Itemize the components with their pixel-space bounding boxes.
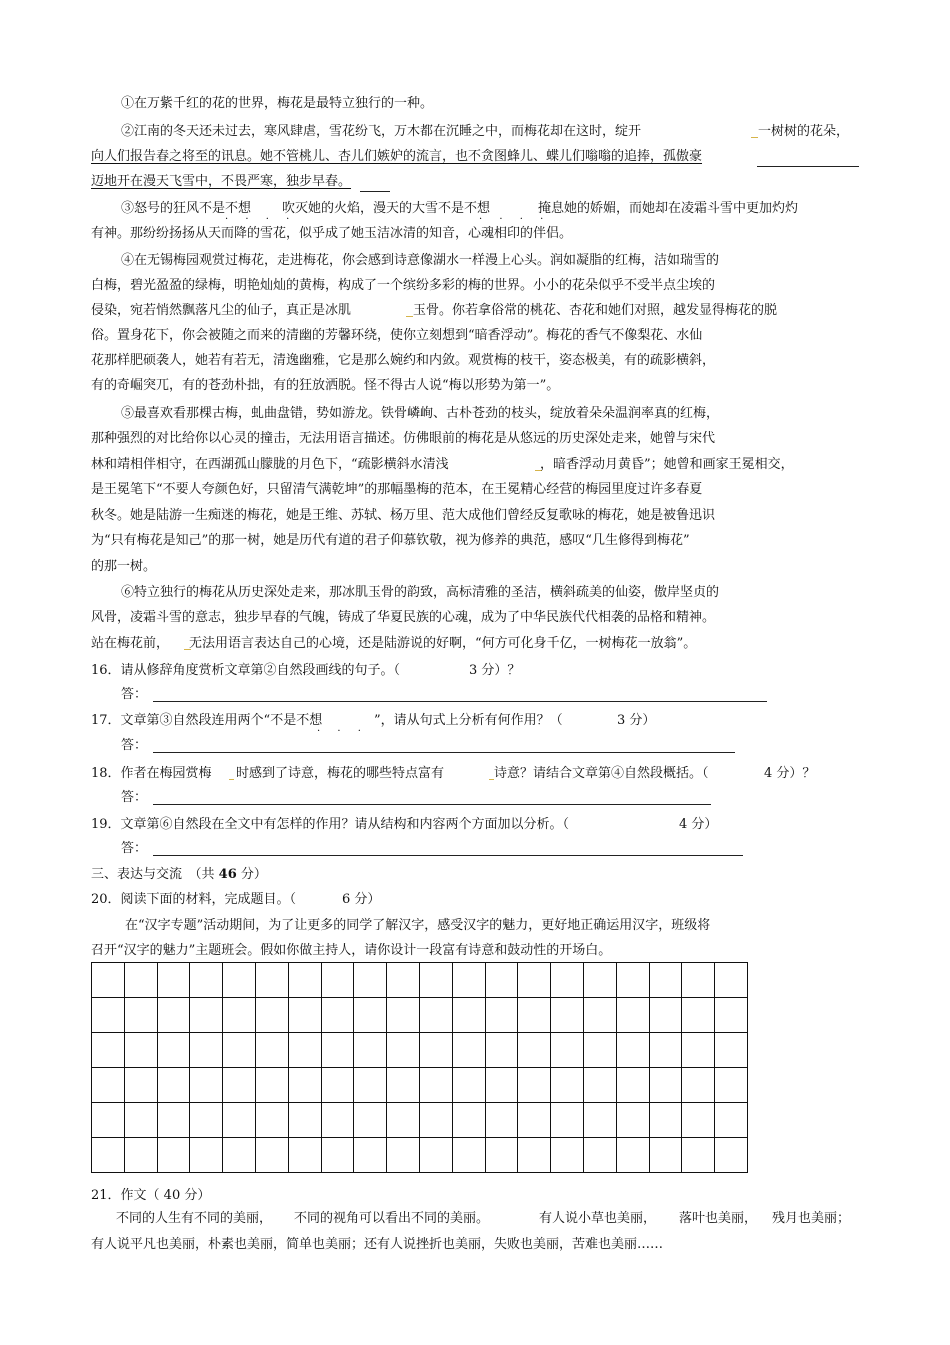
section-3-score: 46 — [218, 867, 237, 882]
answer-label: 答： — [121, 790, 148, 805]
grid-row — [92, 1138, 748, 1173]
question-21-line-2: 有人说平凡也美丽，朴素也美丽，简单也美丽；还有人说挫折也美丽，失败也美丽，苦难也美丽…… — [91, 1237, 664, 1252]
answer-line-18[interactable] — [153, 804, 711, 805]
question-21: 21．作文（ 40 分） — [91, 1188, 211, 1203]
paragraph-4-line-4: 俗。置身花下，你会被随之而来的清幽的芳馨环绕，使你立刻想到“暗香浮动”。梅花的香气不像梨花、水仙 — [91, 328, 703, 343]
paragraph-5-line-1: ⑤最喜欢看那棵古梅，虬曲盘错，势如游龙。铁骨嶙峋、古朴苍劲的枝头，绽放着朵朵温润率真的红梅， — [121, 406, 720, 421]
question-19-score: 4 分） — [679, 817, 718, 832]
question-16-score: 3 分）？ — [469, 663, 521, 678]
grid-row — [92, 963, 748, 998]
grid-row — [92, 1068, 748, 1103]
paragraph-4-line-6: 有的奇崛突兀，有的苍劲朴拙，有的狂放洒脱。怪不得古人说“梅以形势为第一”。 — [91, 378, 560, 393]
question-16: 16．请从修辞角度赏析文章第②自然段画线的句子。（ — [91, 663, 401, 678]
grid-row — [92, 1103, 748, 1138]
paragraph-4-line-3a: 侵染，宛若悄然飘落凡尘的仙子，真正是冰肌 — [91, 303, 352, 318]
paragraph-1: ①在万紫千红的花的世界，梅花是最特立独行的一种。 — [121, 96, 434, 111]
paragraph-2-underlined-line-3: 迈地开在漫天飞雪中，不畏严寒，独步早春。 — [91, 174, 352, 189]
underline-extension — [757, 166, 859, 167]
question-18-score: 4 分）？ — [764, 766, 816, 781]
answer-label: 答： — [121, 841, 148, 856]
question-18-part-b: 时感到了诗意，梅花的哪些特点富有 — [236, 766, 445, 781]
paragraph-2-line-1a: ②江南的冬天还未过去，寒风肆虐，雪花纷飞，万木都在沉睡之中，而梅花却在这时，绽开 — [121, 124, 642, 139]
question-21-line-1e: 残月也美丽； — [772, 1211, 851, 1226]
question-19: 19．文章第⑥自然段在全文中有怎样的作用？请从结构和内容两个方面加以分析。（ — [91, 817, 570, 832]
answer-line-16[interactable] — [153, 701, 767, 702]
question-17-tail: ”，请从句式上分析有何作用？（ — [374, 713, 563, 728]
paragraph-3-line-2: 有神。那纷纷扬扬从天而降的雪花，似乎成了她玉洁冰清的知音，心魂相印的伴侣。 — [91, 226, 573, 241]
question-21-line-1a: 不同的人生有不同的美丽， — [116, 1211, 273, 1226]
grid-row — [92, 998, 748, 1033]
paragraph-6-line-3a: 站在梅花前， — [91, 636, 170, 651]
section-3-heading — [91, 866, 267, 884]
question-21-line-1d: 落叶也美丽， — [679, 1211, 758, 1226]
question-20: 20．阅读下面的材料，完成题目。（ — [91, 892, 297, 907]
highlight-mark — [229, 779, 234, 780]
paragraph-5-line-3b: ，暗香浮动月黄昏”；她曾和画家王冕相交， — [540, 457, 794, 472]
paragraph-6-line-3b: 无法用语言表达自己的心境，还是陆游说的好啊，“何方可化身千亿，一树梅花一放翁”。 — [189, 636, 697, 651]
question-17-score: 3 分） — [617, 713, 656, 728]
question-20-score: 6 分） — [342, 892, 381, 907]
answer-label: 答： — [121, 738, 148, 753]
paragraph-2-line-1b: 一树树的花朵， — [758, 124, 850, 139]
paragraph-6-line-1: ⑥特立独行的梅花从历史深处走来，那冰肌玉骨的韵致，高标清雅的圣洁，横斜疏美的仙姿，傲岸坚贞的 — [121, 585, 720, 600]
section-3-tail: 分） — [240, 867, 267, 882]
writing-grid[interactable] — [91, 962, 748, 1173]
question-20-material-line-1: 在“汉字专题”活动期间，为了让更多的同学了解汉字，感受汉字的魅力，更好地正确运用汉字，班级将 — [125, 918, 711, 933]
highlight-mark — [751, 137, 758, 138]
paragraph-4-line-1: ④在无锡梅园观赏过梅花，走进梅花，你会感到诗意像湖水一样漫上心头。润如凝脂的红梅，洁如瑞雪的 — [121, 253, 720, 268]
paragraph-6-line-2: 风骨，凌霜斗雪的意志，独步早春的气魄，铸成了华夏民族的心魂，成为了中华民族代代相袭的品格和精神。 — [91, 610, 716, 625]
paragraph-3-line-1b: 吹灭她的火焰，漫天的大雪不是不想 — [282, 201, 491, 216]
grid-row — [92, 1033, 748, 1068]
answer-line-17[interactable] — [153, 752, 735, 753]
paragraph-4-line-2: 白梅，碧光盈盈的绿梅，明艳灿灿的黄梅，构成了一个缤纷多彩的梅的世界。小小的花朵似乎不受半点尘埃的 — [91, 278, 716, 293]
paragraph-5-line-7: 的那一树。 — [91, 559, 157, 574]
paragraph-3-line-1c: 掩息她的娇媚，而她却在凌霜斗雪中更加灼灼 — [538, 201, 799, 216]
paragraph-4-line-5: 花那样肥硕袭人，她若有若无，清逸幽雅，它是那么婉约和内敛。观赏梅的枝干，姿态极美，有的疏影横斜， — [91, 353, 716, 368]
question-18: 18．作者在梅园赏梅 — [91, 766, 212, 781]
question-21-line-1c: 有人说小草也美丽， — [539, 1211, 657, 1226]
paragraph-4-line-3b: 玉骨。你若拿俗常的桃花、杏花和她们对照，越发显得梅花的脱 — [413, 303, 778, 318]
paragraph-5-line-6: 为“只有梅花是知己”的那一树，她是历代有道的君子仰慕钦敬，视为修养的典范，感叹“几生修得到梅花” — [91, 533, 690, 548]
emphasis-dots: · · · · — [225, 214, 297, 225]
underline-extension — [360, 191, 390, 192]
paragraph-5-line-4: 是王冕笔下“不要人夸颜色好，只留清气满乾坤”的那幅墨梅的范本，在王冕精心经营的梅园里度过许多春夏 — [91, 482, 703, 497]
emphasis-dots: · · · · — [479, 214, 551, 225]
highlight-mark — [406, 316, 413, 317]
question-17: 17．文章第③自然段连用两个“不是不想 — [91, 713, 323, 728]
question-21-line-1b: 不同的视角可以看出不同的美丽。 — [294, 1211, 490, 1226]
question-18-part-c: 诗意？请结合文章第④自然段概括。（ — [494, 766, 709, 781]
paragraph-5-line-5: 秋冬。她是陆游一生痴迷的梅花，她是王维、苏轼、杨万里、范大成他们曾经反复歌咏的梅花，她是被鲁迅识 — [91, 508, 716, 523]
answer-label: 答： — [121, 687, 148, 702]
paragraph-5-line-3a: 林和靖相伴相守，在西湖孤山朦胧的月色下，“疏影横斜水清浅 — [91, 457, 449, 472]
emphasis-dots: · · · — [317, 726, 368, 737]
section-3-title: 三、表达与交流 （共 — [91, 867, 215, 882]
paragraph-2-underlined-line-2: 向人们报告春之将至的讯息。她不管桃儿、杏儿们嫉妒的流言，也不贪图蜂儿、蝶儿们嗡嗡的追捧，孤傲豪 — [91, 149, 703, 164]
paragraph-3-line-1a: ③怒号的狂风不是不想 — [121, 201, 252, 216]
paragraph-5-line-2: 那种强烈的对比给你以心灵的撞击，无法用语言描述。仿佛眼前的梅花是从悠远的历史深处走来，她曾与宋代 — [91, 431, 716, 446]
question-20-material-line-2: 召开“汉字的魅力”主题班会。假如你做主持人，请你设计一段富有诗意和鼓动性的开场白。 — [91, 943, 612, 958]
answer-line-19[interactable] — [153, 855, 743, 856]
